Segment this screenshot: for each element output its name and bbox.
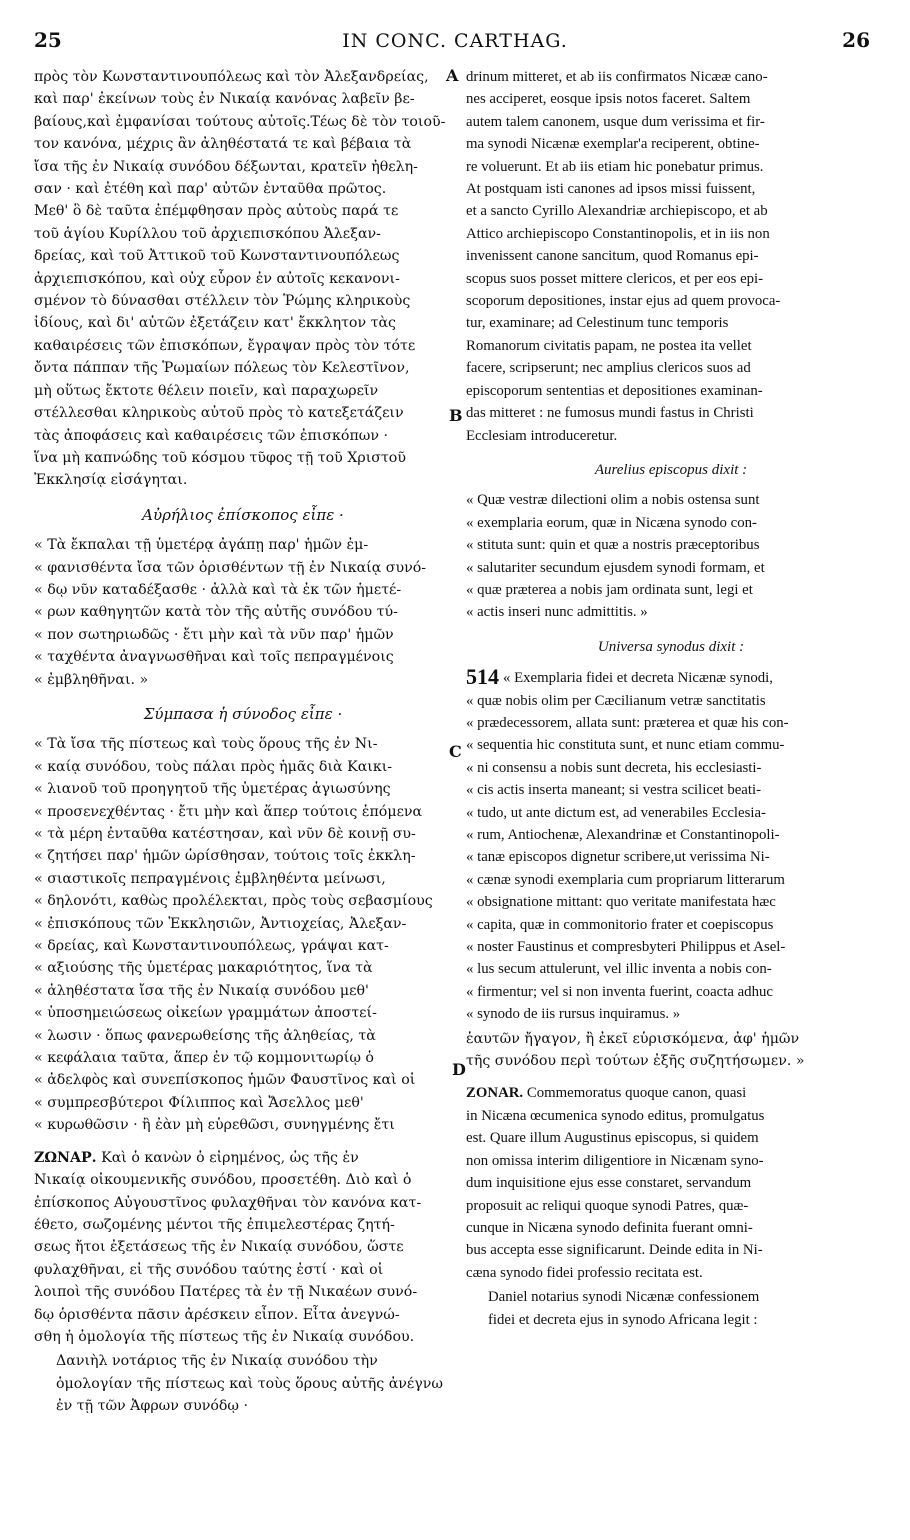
text-line: « tudo, ut ante dictum est, ad venerabiles Ecclesia- xyxy=(466,804,766,821)
text-line: Daniel notarius synodi Nicænæ confessionem xyxy=(488,1289,760,1306)
latin-column xyxy=(466,66,876,1333)
text-line: « ἀληθέστατα ἴσα τῆς ἐν Νικαίᾳ συνόδου μεθ' xyxy=(34,982,369,999)
greek-heading-synod: Σύμπασα ἡ σύνοδος εἶπε · xyxy=(143,704,343,723)
zonar-label-latin: ZONAR. xyxy=(466,1085,524,1102)
latin-zonaras xyxy=(466,1082,876,1284)
text-line: τον κανόνα, μέχρις ἂν ἀληθέστατά τε καὶ βέβαια τὰ xyxy=(34,136,412,153)
text-line: « πον σωτηριωδῶς · ἔτι μὴν καὶ τὰ νῦν παρ' ἡμῶν xyxy=(34,626,394,643)
zonar-label-greek: ΖΩΝΑΡ. xyxy=(34,1149,97,1166)
text-line: πρὸς τὸν Κωνσταντινουπόλεως καὶ τὸν Ἀλεξανδρείας, xyxy=(34,69,429,85)
text-line: dum inquisitione ejus esse constaret, servandum xyxy=(466,1175,752,1192)
text-line: « φανισθέντα ἴσα τῶν ὁρισθέντων τῇ ἐν Νικαίᾳ συνό- xyxy=(34,559,427,576)
text-line: bus accepta esse significarunt. Deinde edita in Ni- xyxy=(466,1242,763,1259)
text-line: τοῦ ἁγίου Κυρίλλου τοῦ ἀρχιεπισκόπου Ἀλεξαν- xyxy=(34,225,381,242)
page-header xyxy=(0,28,910,58)
text-line: « quæ nobis olim per Cæcilianum vetræ sanctitatis xyxy=(466,692,766,709)
page-number-right: 26 xyxy=(842,28,870,52)
text-line: σμένον τὸ δύνασθαι στέλλειν τὸν Ῥώμης κληρικοὺς xyxy=(34,293,411,310)
text-line: « noster Faustinus et compresbyteri Philippus et Asel- xyxy=(466,939,786,956)
text-line: scopus suos posset mittere clericos, et per eos epi- xyxy=(466,270,764,287)
paragraph-number: 514 xyxy=(466,666,499,690)
text-line: « ni consensu a nobis sunt decreta, his ecclesiasti- xyxy=(466,759,762,776)
latin-block-2 xyxy=(466,489,876,623)
text-line: non omissa interim diligentiore in Nicænam syno- xyxy=(466,1152,764,1169)
text-line: est. Quare illum Augustinus episcopus, si quidem xyxy=(466,1130,759,1147)
text-line: cunque in Nicæna synodo definita fuerant omni- xyxy=(466,1219,753,1236)
text-line: nes acciperet, eosque ipsis notos faceret. Saltem xyxy=(466,91,751,108)
text-line: « salutariter secundum ejusdem synodi formam, et xyxy=(466,559,765,576)
text-line: στέλλεσθαι κληρικοὺς αὐτοῦ πρὸς τὸ κατεξετάζειν xyxy=(34,405,404,422)
text-line: ἀρχιεπισκόπου, καὶ οὐχ εὗρον ἐν αὐτοῖς κεκανονι- xyxy=(34,270,400,287)
text-line: « ὑποσημειώσεως οἰκείων γραμμάτων ἀποστεί- xyxy=(34,1005,377,1022)
text-line: « ἐπισκόπους τῶν Ἐκκλησιῶν, Ἀντιοχείας, Ἀλεξαν- xyxy=(34,915,407,932)
margin-letter-c: C xyxy=(449,742,462,761)
text-line: « προσενεχθέντας · ἔτι μὴν καὶ ἅπερ τούτοις ἑπόμενα xyxy=(34,803,423,820)
text-line: « cis actis inserta maneant; si vestra scilicet beati- xyxy=(466,782,762,799)
text-line: « ρων καθηγητῶν κατὰ τὸν τῆς αὐτῆς συνόδου τύ- xyxy=(34,604,398,621)
zonar-first-line-latin: Commemoratus quoque canon, quasi xyxy=(526,1085,747,1102)
text-line: et a sancto Cyrillo Alexandriæ archiepiscopo, et ab xyxy=(466,203,768,220)
text-line: « δρείας, καὶ Κωνσταντινουπόλεως, γράψαι κατ- xyxy=(34,938,389,955)
text-line: in Nicæna œcumenica synodo editus, promulgatus xyxy=(466,1107,765,1124)
text-line: τὰς ἀποφάσεις καὶ καθαιρέσεις τῶν ἐπισκόπων · xyxy=(34,427,388,444)
text-line: « Quæ vestræ dilectioni olim a nobis ostensa sunt xyxy=(466,492,760,509)
text-line: At postquam isti canones ad ipsos missi fuissent, xyxy=(466,181,756,198)
text-line: « τὰ μέρη ἐνταῦθα κατέστησαν, καὶ νῦν δὲ κοινῇ συ- xyxy=(34,826,416,842)
text-line: καὶ παρ' ἐκείνων τοὺς ἐν Νικαίᾳ κανόνας λαβεῖν βε- xyxy=(34,91,415,108)
text-line: ἰδίους, καὶ δι' αὐτῶν ἐξετάζειν κατ' ἔκκλητον τὰς xyxy=(34,315,396,332)
latin-heading-aurelius: Aurelius episcopus dixit : xyxy=(594,461,748,478)
greek-block-3 xyxy=(34,733,452,1136)
text-line: « lus secum attulerunt, vel illic inventa a nobis con- xyxy=(466,961,772,978)
text-line: λοιποὶ τῆς συνόδου Πατέρες τὰ ἐν τῇ Νικαέων συνό- xyxy=(34,1284,418,1301)
text-line: « λωσιν · ὅπως φανερωθείσης τῆς ἀληθείας, τὰ xyxy=(34,1027,376,1044)
greek-column xyxy=(34,66,452,1420)
text-line: σθη ἡ ὁμολογία τῆς πίστεως τῆς ἐν Νικαίᾳ συνόδου. xyxy=(34,1328,415,1345)
text-line: « καίᾳ συνόδου, τοὺς πάλαι πρὸς ἡμᾶς διὰ Καικι- xyxy=(34,758,393,775)
text-line: « συμπρεσβύτεροι Φίλιππος καὶ Ἄσελλος μεθ' xyxy=(34,1094,364,1111)
text-line: « κεφάλαια ταῦτα, ἅπερ ἐν τῷ κομμονιτωρίῳ ὁ xyxy=(34,1050,374,1067)
text-line: « stituta sunt: quin et quæ a nostris præceptoribus xyxy=(466,537,760,554)
text-line: βαίους,καὶ ἐμφανίσαι τούτους αὐτοῖς.Τέως δὲ τὸν τοιοῦ- xyxy=(34,113,446,130)
text-line: tur, examinare; ad Celestinum tunc temporis xyxy=(466,315,729,332)
text-line: re voluerunt. Et ab iis etiam hic ponebatur primus. xyxy=(466,158,764,175)
margin-letter-d: D xyxy=(452,1060,466,1079)
latin-block-3-first-line: « Exemplaria fidei et decreta Nicænæ synodi, xyxy=(503,670,773,687)
text-line: τῆς συνόδου περὶ τούτων ἐξῆς συζητήσωμεν. » xyxy=(466,1053,805,1070)
text-line: ὄντα πάππαν τῆς Ῥωμαίων πόλεως τὸν Κελεστῖνον, xyxy=(34,360,410,377)
text-line: « rum, Antiochenæ, Alexandrinæ et Constantinopoli- xyxy=(466,827,780,843)
latin-daniel xyxy=(466,1286,876,1331)
text-line: Romanorum civitatis papam, ne postea ita vellet xyxy=(466,337,752,354)
text-line: cæna synodo fidei professio recitata est. xyxy=(466,1264,703,1281)
text-line: « δηλονότι, καθὼς προλέλεκται, πρὸς τοὺς σεβασμίους xyxy=(34,893,433,910)
greek-tail-in-latin-column xyxy=(466,1028,876,1073)
text-line: ἑαυτῶν ἤγαγον, ἢ ἐκεῖ εὑρισκόμενα, ἀφ' ἡμῶν xyxy=(466,1030,800,1047)
text-line: έθετο, σωζομένης μέντοι τῆς ἐπιμελεστέρας ζητή- xyxy=(34,1216,395,1233)
text-line: Ἐκκλησίᾳ εἰσάγηται. xyxy=(34,472,188,489)
text-line: « αξιούσης τῆς ὑμετέρας μακαριότητος, ἵνα τὰ xyxy=(34,960,373,977)
greek-heading-aurelius: Αὐρήλιος ἐπίσκοπος εἶπε · xyxy=(142,505,344,524)
text-line: episcoporum sententias et depositiones examinan- xyxy=(466,382,763,399)
text-line: das mitteret : ne fumosus mundi fastus in Christi xyxy=(466,405,754,422)
text-line: « exemplaria eorum, quæ in Nicæna synodo con- xyxy=(466,514,757,531)
text-line: ἵνα μὴ καπνώδης τοῦ κόσμου τῦφος τῇ τοῦ Χριστοῦ xyxy=(34,449,406,466)
text-line: « tanæ episcopos dignetur scribere,ut verissima Ni- xyxy=(466,849,770,866)
text-line: invenissent canone sancitum, quod Romanus epi- xyxy=(466,248,759,265)
greek-daniel xyxy=(34,1350,452,1417)
text-line: « ζητήσει παρ' ἡμῶν ὡρίσθησαν, τούτοις τοῖς ἐκκλη- xyxy=(34,848,416,865)
text-line: fidei et decreta ejus in synodo Africana legit : xyxy=(488,1311,758,1328)
text-line: ἐν τῇ τῶν Ἀφρων συνόδῳ · xyxy=(56,1398,248,1415)
text-line: ἴσα τῆς ἐν Νικαίᾳ συνόδου δέξωνται, κρατεῖν ἠθελη- xyxy=(34,158,418,175)
running-title: IN CONC. CARTHAG. xyxy=(342,30,568,52)
text-line: « ἀδελφὸς καὶ συνεπίσκοπος ἡμῶν Φαυστῖνος καὶ οἱ xyxy=(34,1072,416,1089)
margin-letter-b: B xyxy=(449,406,463,425)
text-line: δῳ ὁρισθέντα πᾶσιν ἀρέσκειν εἶπον. Εἶτα ἀνεγνώ- xyxy=(34,1306,400,1323)
greek-block-1 xyxy=(34,66,452,492)
margin-letter-a: A xyxy=(446,66,459,85)
text-line: Ecclesiam introduceretur. xyxy=(466,427,618,444)
text-line: Μεθ' ὃ δὲ ταῦτα ἐπέμφθησαν πρὸς αὐτοὺς παρά τε xyxy=(34,203,399,220)
text-line: scoporum depositiones, instar ejus ad quem provoca- xyxy=(466,293,781,310)
text-line: καθαιρέσεις τῶν ἐπισκόπων, ἔγραψαν πρὸς τὸν τότε xyxy=(34,337,416,354)
zonar-first-line-greek: Καὶ ὁ κανὼν ὁ εἰρημένος, ὡς τῆς ἐν xyxy=(101,1149,359,1166)
text-line: Νικαίᾳ οἰκουμενικῆς συνόδου, προσετέθη. Διὸ καὶ ὁ xyxy=(34,1172,412,1189)
text-line: « firmentur; vel si non inventa fuerint, coacta adhuc xyxy=(466,983,773,1000)
text-line: « ἐμβληθῆναι. » xyxy=(34,671,149,688)
text-line: « synodo de iis rursus inquiramus. » xyxy=(466,1006,681,1023)
text-line: « prædecessorem, allata sunt: præterea et quæ his con- xyxy=(466,714,789,731)
text-line: Attico archiepiscopo Constantinopolis, et in iis non xyxy=(466,225,770,242)
text-line: δρείας, καὶ τοῦ Ἀττικοῦ τοῦ Κωνσταντινουπόλεως xyxy=(34,248,400,265)
text-line: proposuit ac reliqui quoque synodi Patres, quæ- xyxy=(466,1197,749,1214)
text-line: « capita, quæ in commonitorio frater et coepiscopus xyxy=(466,916,774,933)
text-line: « quæ præterea a nobis jam ordinata sunt, legi et xyxy=(466,581,753,598)
text-line: facere, scripserunt; nec amplius clericos suos ad xyxy=(466,360,751,377)
text-line: « actis inseri nunc admittitis. » xyxy=(466,604,648,621)
text-line: « λιανοῦ τοῦ προηγητοῦ τῆς ὑμετέρας ἁγιωσύνης xyxy=(34,781,391,798)
text-line: drinum mitteret, et ab iis confirmatos Nicææ cano- xyxy=(466,69,768,85)
text-line: φυλαχθῆναι, εἰ τῆς συνόδου ταύτης ἐστί · καὶ οἱ xyxy=(34,1261,384,1278)
text-line: ὁμολογίαν τῆς πίστεως καὶ τοὺς ὅρους αὐτῆς ἀνέγνω xyxy=(56,1375,443,1392)
text-line: « Τὰ ἴσα τῆς πίστεως καὶ τοὺς ὅρους τῆς ἐν Νι- xyxy=(34,736,378,753)
text-line: autem talem canonem, usque dum verissima et fir- xyxy=(466,113,765,130)
text-line: « Τὰ ἔκπαλαι τῇ ὑμετέρᾳ ἀγάπῃ παρ' ἡμῶν ἐμ- xyxy=(34,537,369,554)
text-line: Δανιὴλ νοτάριος τῆς ἐν Νικαίᾳ συνόδου τὴν xyxy=(56,1353,378,1370)
text-line: « sequentia hic constituta sunt, et nunc etiam commu- xyxy=(466,737,785,754)
text-line: μὴ οὕτως ἔκτοτε θέλειν ποιεῖν, καὶ παραχωρεῖν xyxy=(34,382,379,399)
text-line: ἐπίσκοπος Αὐγουστῖνος φυλαχθῆναι τὸν κανόνα κατ- xyxy=(34,1194,422,1211)
text-line: « σιαστικοῖς πεπραγμένοις ἐμβληθέντα μείνωσι, xyxy=(34,870,386,887)
text-line: « δῳ νῦν καταδέξασθε · ἀλλὰ καὶ τὰ ἐκ τῶν ἡμετέ- xyxy=(34,581,402,598)
text-line: σαν · καὶ ἐτέθη καὶ παρ' αὐτῶν ἐνταῦθα πρῶτος. xyxy=(34,181,387,198)
greek-block-2 xyxy=(34,534,452,691)
text-line: « ταχθέντα ἀναγνωσθῆναι καὶ τοῖς πεπραγμένοις xyxy=(34,649,394,666)
page-number-left: 25 xyxy=(34,28,62,52)
greek-zonaras xyxy=(34,1147,452,1349)
text-line: « cænæ synodi exemplaria cum propriarum litterarum xyxy=(466,871,785,888)
text-line: « obsignatione mittant: quo veritate manifestata hæc xyxy=(466,894,776,911)
latin-block-1 xyxy=(466,66,876,447)
text-line: σεως ἤτοι ἐξετάσεως τῆς ἐν Νικαίᾳ συνόδου, ὥστε xyxy=(34,1239,404,1256)
text-line: ma synodi Nicænæ exemplar'a reciperent, obtine- xyxy=(466,136,760,153)
latin-heading-synod: Universa synodus dixit : xyxy=(597,638,745,655)
latin-block-3 xyxy=(466,666,876,1026)
text-line: « κυρωθῶσιν · ἢ ἐὰν μὴ εὑρεθῶσι, συνηγμένης ἔτι xyxy=(34,1117,395,1134)
